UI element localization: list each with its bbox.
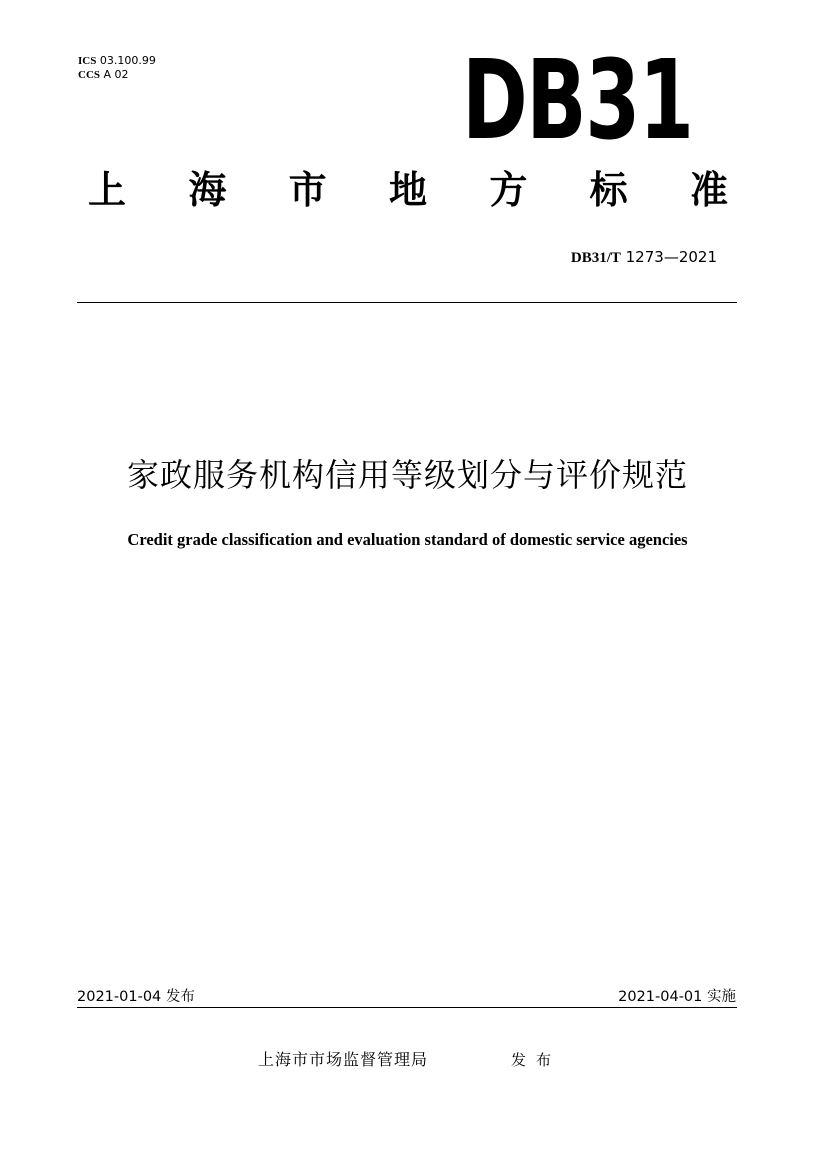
title-char: 标 [589, 168, 628, 212]
title-char: 准 [689, 168, 728, 212]
title-char: 市 [288, 168, 327, 212]
document-title-cn: 家政服务机构信用等级划分与评价规范 [126, 456, 688, 494]
standard-number: DB31/T 1273—2021 [570, 248, 717, 266]
classification-codes [78, 54, 156, 82]
ccs-code: CCS A 02 [78, 68, 129, 81]
document-title-en: Credit grade classification and evaluation standard of domestic service agencies [127, 530, 688, 549]
title-char: 方 [489, 168, 528, 212]
db31-logo: DB31 [462, 36, 693, 164]
title-char: 上 [88, 168, 127, 212]
standard-type-title [88, 168, 728, 212]
ics-code: ICS 03.100.99 [78, 54, 156, 67]
issuing-authority: 上海市市场监督管理局 [258, 1050, 429, 1069]
implement-date: 2021-04-01 实施 [618, 989, 736, 1005]
footer-divider [77, 1007, 737, 1008]
title-char: 地 [388, 168, 427, 212]
header-divider [77, 302, 737, 303]
issue-label: 发布 [511, 1051, 562, 1069]
title-char: 海 [188, 168, 227, 212]
publish-date: 2021-01-04 发布 [77, 989, 195, 1005]
